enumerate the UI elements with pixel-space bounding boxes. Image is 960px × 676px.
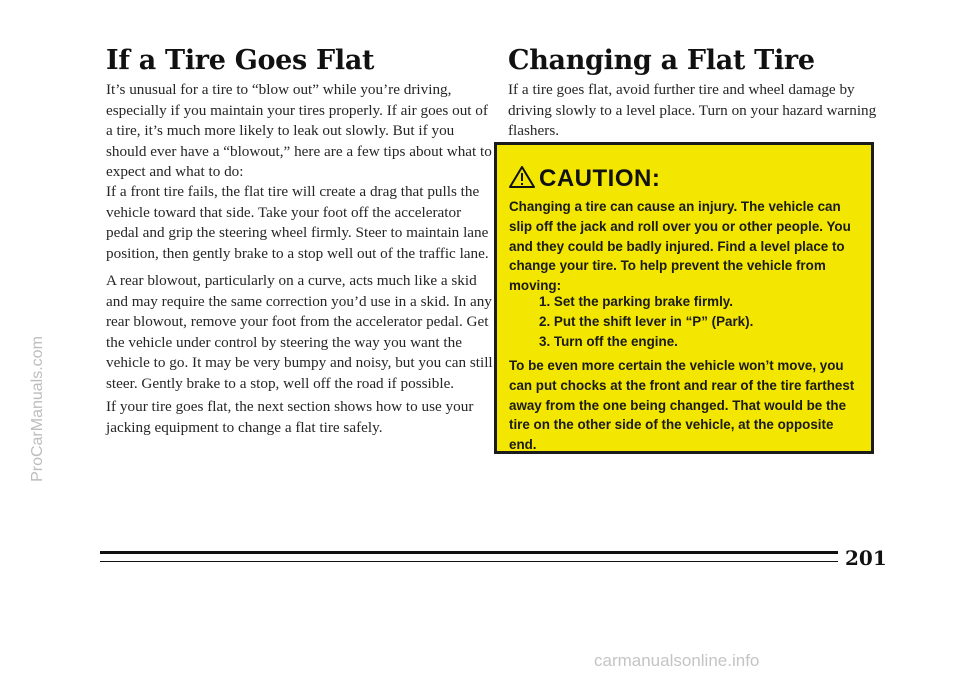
right-heading: Changing a Flat Tire — [508, 45, 815, 76]
left-paragraph-2: If a front tire fails, the flat tire will create a drag that pulls the vehicle toward that side. Take your foot off the accelerator pedal and grip the steering wheel firmly. Steer to maintain lane position, then gently brake to a stop well out of the traffic lane. — [106, 183, 489, 262]
footer-rule-bottom — [100, 561, 838, 562]
warning-triangle-icon — [509, 165, 535, 189]
left-paragraph-1: It’s unusual for a tire to “blow out” while you’re driving, especially if you maintain your tires properly. If air goes out of a tire, it’s much more likely to leak out slowly. But if you should ever have a “blowout,” here are a few tips about what to expect and what to do: — [106, 81, 492, 181]
caution-step-3: 3. Turn off the engine. — [539, 334, 678, 349]
side-watermark: ProCarManuals.com — [29, 336, 46, 482]
caution-footer: To be even more certain the vehicle won’t move, you can put chocks at the front and rear of the tire farthest away from the one being changed. That would be the tire on the other side of the vehicle, at the opposite end. — [509, 358, 855, 453]
left-paragraph-3: A rear blowout, particularly on a curve, acts much like a skid and may require the same correction you’d use in a skid. In any rear blowout, remove your foot from the accelerator pedal. Get the vehicle under control by steering the way you want the vehicle to go. It may be very bumpy and noisy, but you can still steer. Gently brake to a stop, well off the road if possible. — [106, 272, 493, 392]
left-paragraph-4: If your tire goes flat, the next section shows how to use your jacking equipment to change a flat tire safely. — [106, 398, 474, 436]
footer-rule-top — [100, 551, 838, 554]
caution-body: Changing a tire can cause an injury. The vehicle can slip off the jack and roll over you or other people. You and they could be badly injured. Find a level place to change your tire. To help prevent the vehicle from moving: — [509, 199, 851, 294]
bottom-watermark: carmanualsonline.info — [594, 651, 760, 670]
caution-title: CAUTION: — [539, 165, 661, 192]
right-intro: If a tire goes flat, avoid further tire and wheel damage by driving slowly to a level place. Turn on your hazard warning flashers. — [508, 81, 877, 140]
caution-step-2: 2. Put the shift lever in “P” (Park). — [539, 314, 754, 329]
caution-step-1: 1. Set the parking brake firmly. — [539, 294, 733, 309]
page-number: 201 — [845, 546, 887, 570]
caution-box — [494, 142, 874, 454]
left-heading: If a Tire Goes Flat — [106, 45, 375, 76]
